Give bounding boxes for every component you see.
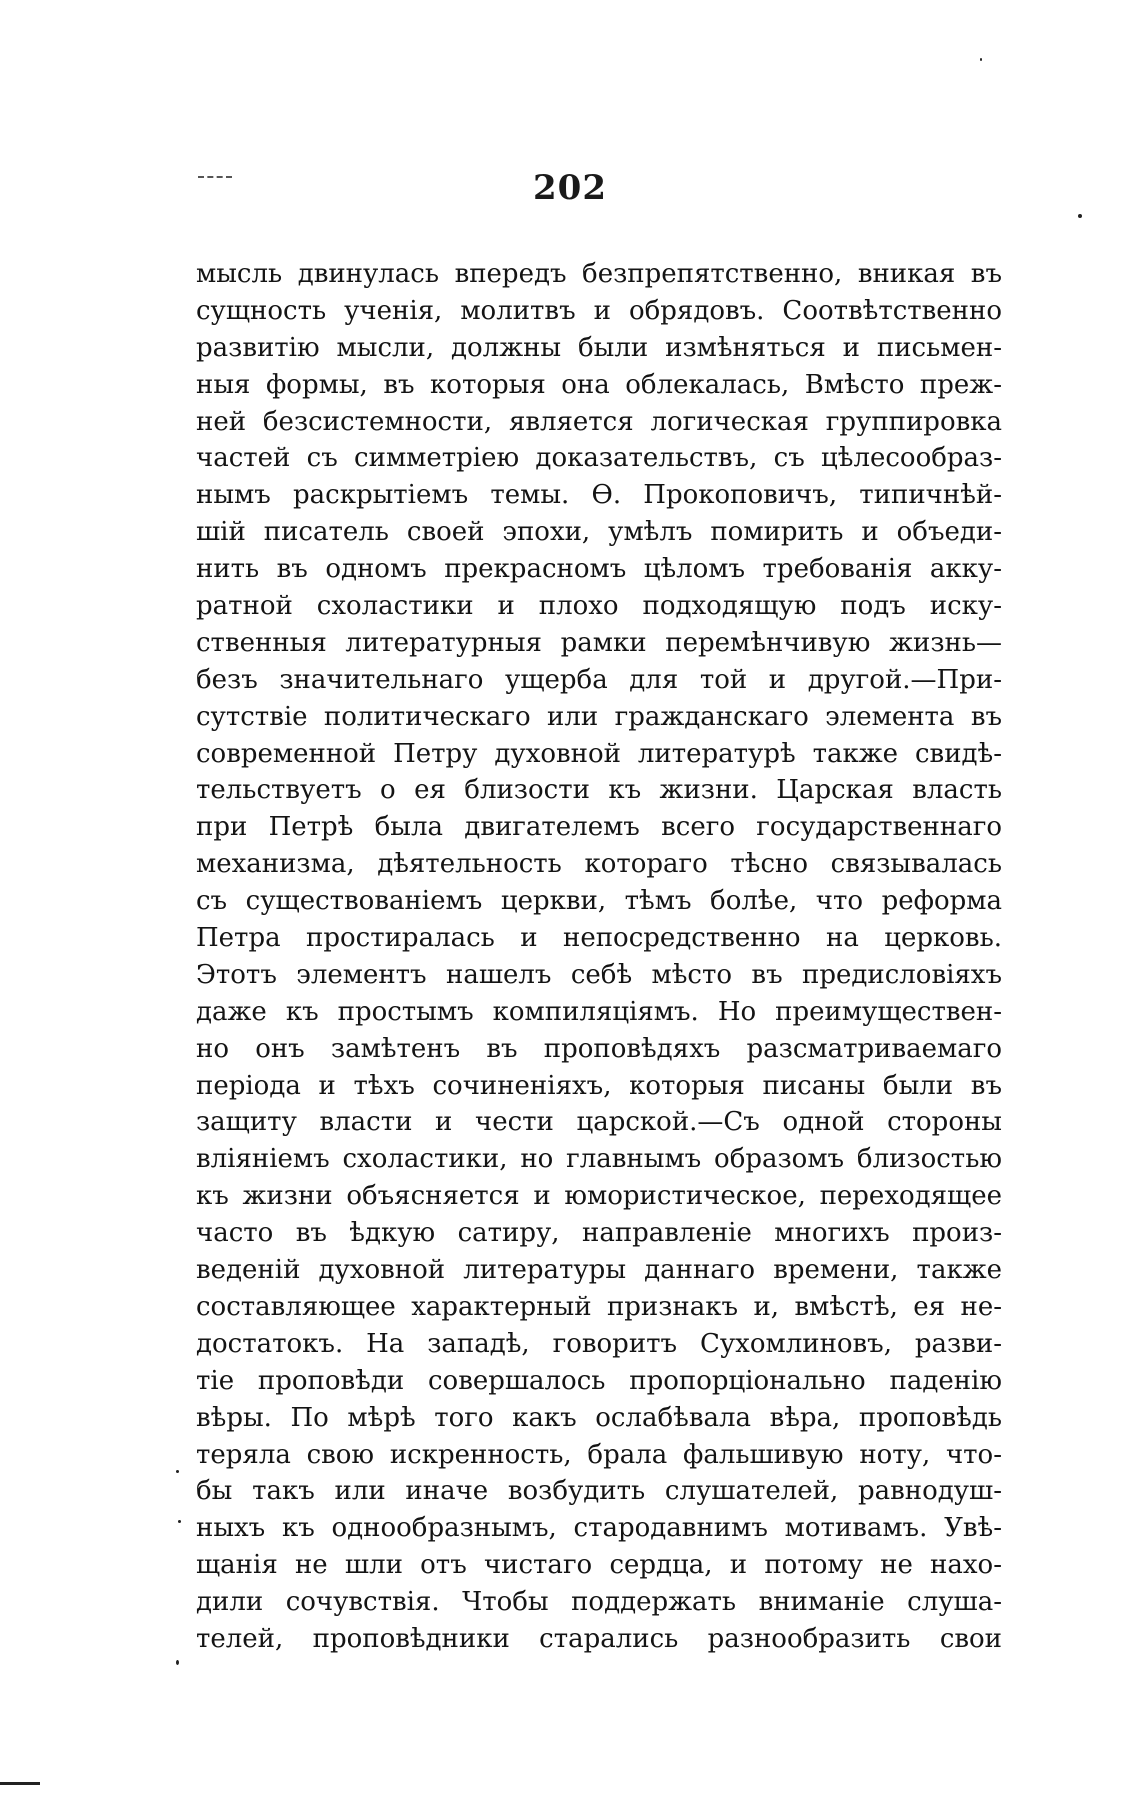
text-line: мысль двинулась впередъ безпрепятственно, вникая въ [196, 259, 1002, 289]
text-line: сущность ученія, молитвъ и обрядовъ. Соотвѣтственно [196, 295, 1002, 326]
text-line: защиту власти и чести царской.—Съ одной стороны [196, 1107, 1002, 1138]
text-line: при Петрѣ была двигателемъ всего государственнаго [196, 812, 1002, 843]
text-line: часто въ ѣдкую сатиру, направленіе многихъ произ- [196, 1218, 1002, 1249]
text-line: частей съ симметріею доказательствъ, съ цѣлесообраз- [196, 443, 1002, 474]
text-line: даже къ простымъ компиляціямъ. Но преимуществен- [196, 996, 1002, 1027]
text-line: щанія не шли отъ чистаго сердца, и потому не нахо- [196, 1550, 1002, 1581]
text-line: ныя формы, въ которыя она облекалась, Вмѣсто преж- [196, 369, 1002, 400]
print-speck [980, 58, 982, 61]
print-speck [176, 1470, 179, 1473]
text-line: бы такъ или иначе возбудить слушателей, равнодуш- [196, 1476, 1002, 1507]
text-line: теряла свою искренность, брала фальшивую ноту, что- [196, 1439, 1002, 1470]
text-line: Петра простиралась и непосредственно на церковь. [196, 923, 1002, 954]
text-line: тіе проповѣди совершалось пропорціонально паденію [196, 1365, 1002, 1396]
text-line: сутствіе политическаго или гражданскаго элемента въ [196, 701, 1002, 732]
text-line: періода и тѣхъ сочиненіяхъ, которыя писаны были въ [196, 1070, 1002, 1101]
text-line: дили сочувствія. Чтобы поддержать вниманіе слуша- [196, 1587, 1002, 1618]
text-line: шій писатель своей эпохи, умѣлъ помирить и объеди- [196, 517, 1002, 548]
text-line: къ жизни объясняется и юмористическое, переходящее [196, 1181, 1002, 1212]
text-line: составляющее характерный признакъ и, вмѣстѣ, ея не- [196, 1291, 1002, 1322]
print-speck [1078, 214, 1082, 218]
text-line: ратной схоластики и плохо подходящую подъ иску- [196, 591, 1002, 622]
text-line: ней безсистемности, является логическая группировка [196, 406, 1002, 437]
text-line: но онъ замѣтенъ въ проповѣдяхъ разсматриваемаго [196, 1033, 1002, 1064]
text-line: вліяніемъ схоластики, но главнымъ образомъ близостью [196, 1144, 1002, 1175]
body-text [196, 256, 1002, 1658]
text-line: безъ значительнаго ущерба для той и другой.—При- [196, 664, 1002, 695]
print-speck [176, 1660, 179, 1665]
text-line: съ существованіемъ церкви, тѣмъ болѣе, что реформа [196, 886, 1002, 917]
text-line: Этотъ элементъ нашелъ себѣ мѣсто въ предисловіяхъ [196, 959, 1002, 990]
text-line: современной Петру духовной литературѣ также свидѣ- [196, 738, 1002, 769]
text-line: механизма, дѣятельность котораго тѣсно связывалась [196, 849, 1002, 880]
print-speck [178, 1520, 181, 1523]
text-line: тельствуетъ о ея близости къ жизни. Царская власть [196, 775, 1002, 806]
text-line: развитію мысли, должны были измѣняться и письмен- [196, 332, 1002, 363]
text-line: телей, проповѣдники старались разнообразить свои [196, 1623, 1002, 1654]
text-line: достатокъ. На западѣ, говоритъ Сухомлиновъ, разви- [196, 1328, 1002, 1359]
page-number: 202 [533, 168, 607, 208]
text-line: нить въ одномъ прекрасномъ цѣломъ требованія акку- [196, 554, 1002, 585]
text-line: ныхъ къ однообразнымъ, стародавнимъ мотивамъ. Увѣ- [196, 1513, 1002, 1544]
text-line: вѣры. По мѣрѣ того какъ ослабѣвала вѣра, проповѣдь [196, 1402, 1002, 1433]
text-line: нымъ раскрытіемъ темы. Ѳ. Прокоповичъ, типичнѣй- [196, 480, 1002, 511]
text-line: ственныя литературныя рамки перемѣнчивую жизнь— [196, 627, 1002, 658]
scan-edge-rule [0, 1782, 40, 1785]
text-line: веденій духовной литературы даннаго времени, также [196, 1255, 1002, 1286]
